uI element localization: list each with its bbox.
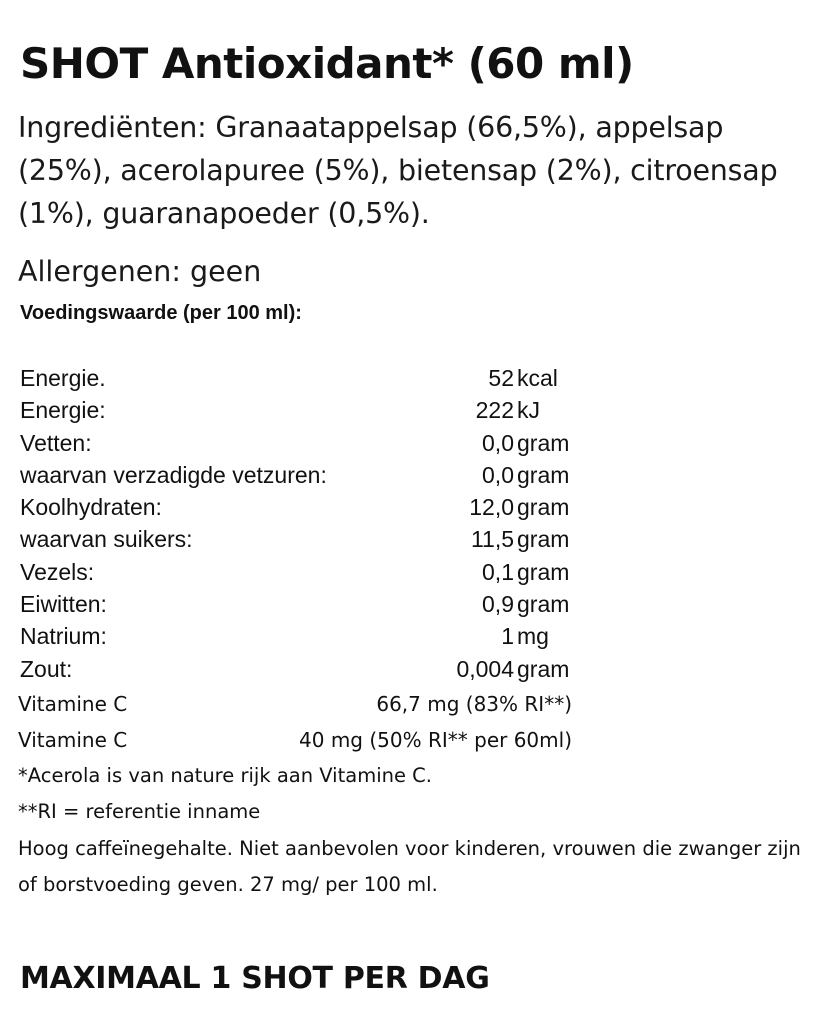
nutrition-row <box>20 620 600 652</box>
nutrition-unit: gram <box>517 429 570 456</box>
nutrition-value: 0,004 <box>456 655 514 682</box>
nutrition-label: Eiwitten: <box>20 591 107 618</box>
nutrition-value: 1 <box>501 623 514 650</box>
nutrition-unit: gram <box>517 494 570 521</box>
nutrition-value: 12,0 <box>469 494 514 521</box>
ri-note: **RI = referentie inname <box>18 800 261 823</box>
nutrition-value: 222 <box>475 397 514 424</box>
nutrition-row <box>20 491 600 523</box>
nutrition-label: Energie: <box>20 397 106 424</box>
nutrition-row <box>20 588 600 620</box>
nutrition-label: Natrium: <box>20 623 107 650</box>
nutrition-value: 0,1 <box>482 558 514 585</box>
nutrition-label: Vezels: <box>20 558 95 585</box>
nutrition-value: 11,5 <box>470 526 514 553</box>
vitamin-value: 66,7 mg (83% RI**) <box>376 692 572 716</box>
nutrition-value: 0,0 <box>482 461 514 488</box>
nutrition-value: 0,0 <box>482 429 514 456</box>
nutrition-unit: gram <box>517 526 570 553</box>
nutrition-label: Energie. <box>20 365 106 391</box>
nutrition-unit: mg <box>517 623 549 650</box>
nutrition-label: waarvan suikers: <box>20 526 193 553</box>
nutrition-unit: kJ <box>517 397 540 424</box>
product-title: SHOT Antioxidant* (60 ml) <box>20 39 634 88</box>
nutrition-value: 0,9 <box>482 591 514 618</box>
nutrition-row <box>20 427 600 459</box>
ingredients-text: Ingrediënten: Granaatappelsap (66,5%), appelsap (25%), acerolapuree (5%), bietensap (2%), citroensap (1%), guaranapoeder (0,5%). <box>18 111 778 230</box>
caffeine-warning: Hoog caffeïnegehalte. Niet aanbevolen voor kinderen, vrouwen die zwanger zijn of borstvoeding geven. 27 mg/ per 100 ml. <box>18 837 801 896</box>
nutrition-label: waarvan verzadigde vetzuren: <box>20 461 327 488</box>
nutrition-unit: gram <box>517 558 570 585</box>
nutrition-value: 52 <box>488 365 514 391</box>
nutrition-row <box>20 394 600 426</box>
nutrition-unit: kcal <box>517 365 558 391</box>
nutrition-row <box>20 362 600 394</box>
vitamin-label: Vitamine C <box>18 692 128 716</box>
nutrition-row <box>20 653 600 685</box>
nutrition-label: Vetten: <box>20 429 92 456</box>
vitamin-label: Vitamine C <box>18 728 128 752</box>
nutrition-row <box>20 523 600 555</box>
nutrition-row <box>20 459 600 491</box>
vitamin-value: 40 mg (50% RI** per 60ml) <box>299 728 572 752</box>
acerola-note: *Acerola is van nature rijk aan Vitamine C. <box>18 764 432 787</box>
daily-limit-warning: MAXIMAAL 1 SHOT PER DAG <box>20 961 490 996</box>
nutrition-label: Zout: <box>20 655 73 682</box>
nutrition-label: Koolhydraten: <box>20 494 162 521</box>
nutrition-unit: gram <box>517 591 570 618</box>
nutrition-table <box>20 362 600 685</box>
nutrition-row <box>20 556 600 588</box>
vitamin-row <box>18 686 578 722</box>
allergens-text: Allergenen: geen <box>18 255 262 288</box>
nutrition-unit: gram <box>517 655 570 682</box>
nutrition-heading: Voedingswaarde (per 100 ml): <box>20 302 302 324</box>
nutrition-unit: gram <box>517 461 570 488</box>
vitamin-row <box>18 722 578 758</box>
